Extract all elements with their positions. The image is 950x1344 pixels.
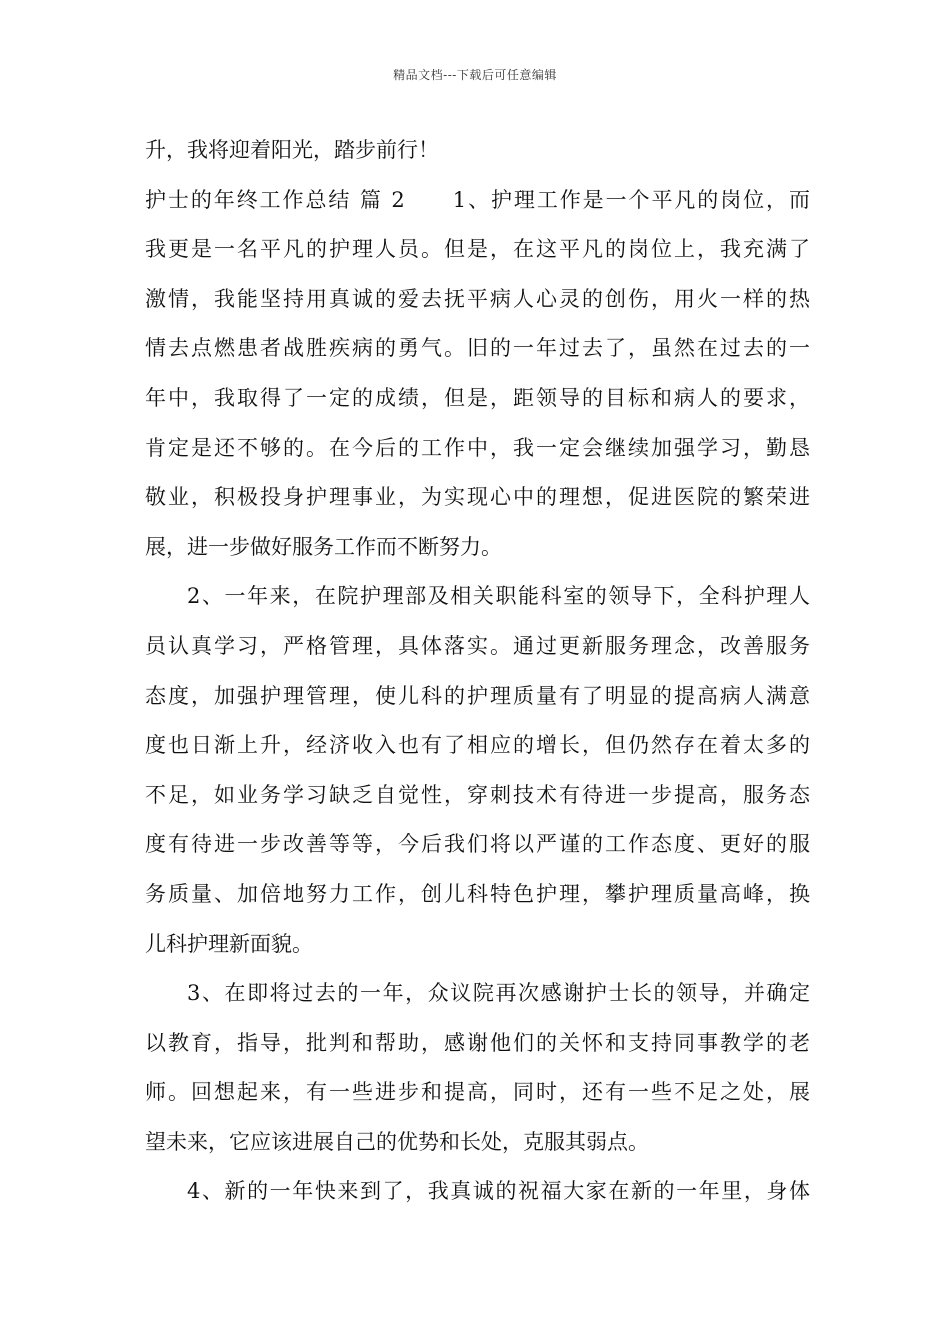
text-line: 升，我将迎着阳光，踏步前行！ <box>145 138 439 162</box>
paragraph-2-line: 度有待进一步改善等等，今后我们将以严谨的工作态度、更好的服 <box>145 832 810 857</box>
paragraph-3-line: 3、在即将过去的一年，众议院再次感谢护士长的领导，并确定 <box>187 981 810 1006</box>
paragraph-3-line: 以教育，指导，批判和帮助，感谢他们的关怀和支持同事教学的老 <box>145 1030 810 1055</box>
paragraph-2-line: 2、一年来，在院护理部及相关职能科室的领导下，全科护理人 <box>187 584 810 609</box>
paragraph-1-line: 情去点燃患者战胜疾病的勇气。旧的一年过去了，虽然在过去的一 <box>145 336 810 361</box>
paragraph-2-line: 员认真学习，严格管理，具体落实。通过更新服务理念，改善服务 <box>145 633 810 658</box>
paragraph-2-line: 儿科护理新面貌。 <box>145 931 313 956</box>
paragraph-1-line: 敬业，积极投身护理事业，为实现心中的理想，促进医院的繁荣进 <box>145 485 810 510</box>
paragraph-2-line: 务质量、加倍地努力工作，创儿科特色护理，攀护理质量高峰，换 <box>145 881 810 906</box>
paragraph-3-line: 师。回想起来，有一些进步和提高，同时，还有一些不足之处，展 <box>145 1080 810 1105</box>
paragraph-4-line: 4、新的一年快来到了，我真诚的祝福大家在新的一年里，身体 <box>187 1179 810 1204</box>
paragraph-3-line: 望未来，它应该进展自己的优势和长处，克服其弱点。 <box>145 1129 649 1154</box>
paragraph-1-line: 我更是一名平凡的护理人员。但是，在这平凡的岗位上，我充满了 <box>145 237 810 262</box>
page-header: 精品文档---下载后可任意编辑 <box>393 68 557 82</box>
paragraph-2-line: 度也日渐上升，经济收入也有了相应的增长，但仍然存在着太多的 <box>145 733 810 758</box>
document-body <box>145 126 810 1217</box>
paragraph-1-line: 激情，我能坚持用真诚的爱去抚平病人心灵的创伤，用火一样的热 <box>145 286 810 311</box>
section-title-line <box>145 176 810 226</box>
paragraph-1-line: 年中，我取得了一定的成绩，但是，距领导的目标和病人的要求， <box>145 385 810 410</box>
paragraph-2-line: 态度，加强护理管理，使儿科的护理质量有了明显的提高病人满意 <box>145 683 810 708</box>
paragraph-2-line: 不足，如业务学习缺乏自觉性，穿刺技术有待进一步提高，服务态 <box>145 782 810 807</box>
section-title: 护士的年终工作总结 篇 2 <box>145 187 405 212</box>
paragraph-1-line: 肯定是还不够的。在今后的工作中，我一定会继续加强学习，勤恳 <box>145 435 810 460</box>
paragraph-1-line: 展，进一步做好服务工作而不断努力。 <box>145 534 502 559</box>
paragraph-1-start: 1、护理工作是一个平凡的岗位，而 <box>452 187 810 212</box>
